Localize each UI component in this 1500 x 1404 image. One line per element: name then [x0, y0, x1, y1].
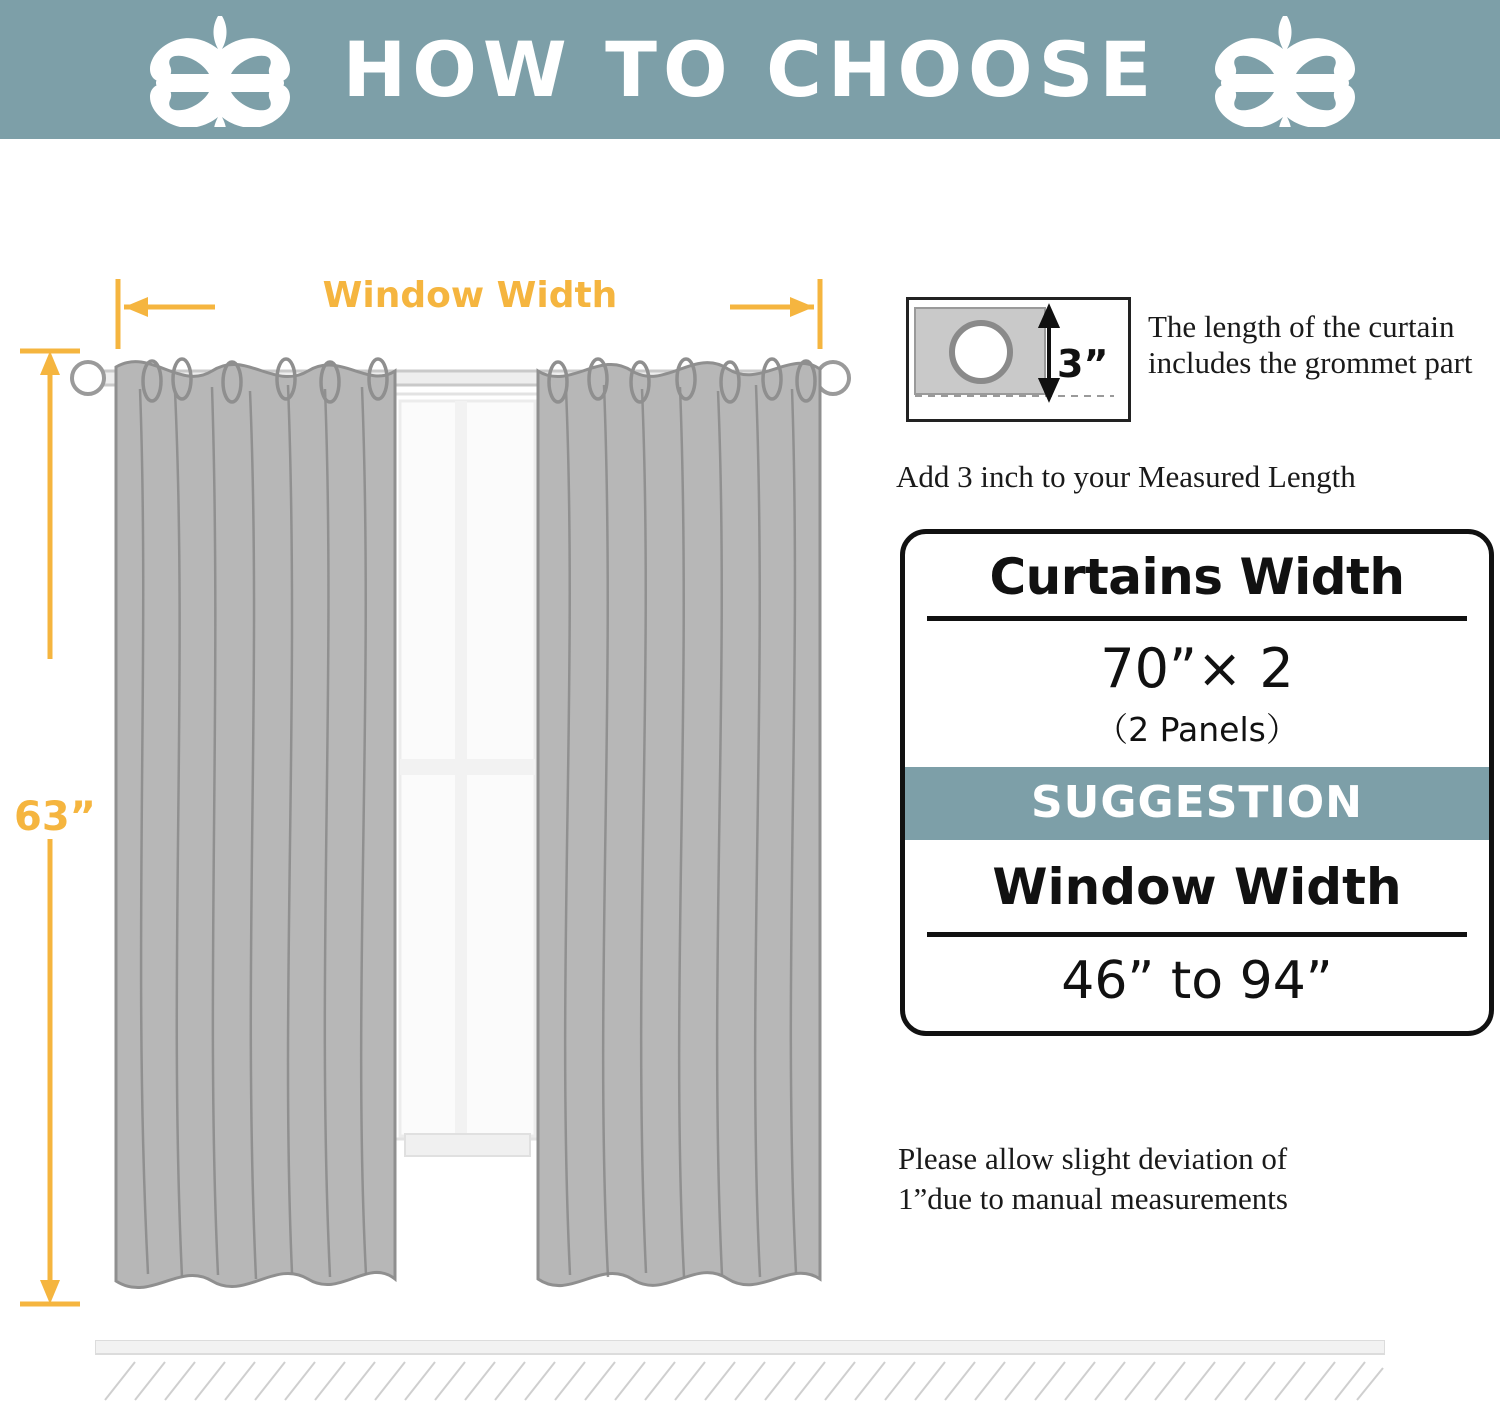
floor-hatching: [95, 1360, 1385, 1404]
grommet-subnote-text: Add 3 inch to your Measured Length: [896, 459, 1356, 494]
deviation-note-line1: Please allow slight deviation of: [898, 1141, 1288, 1176]
grommet-dimension-label: 3”: [1057, 342, 1109, 386]
deviation-note-line2: 1”due to manual measurements: [898, 1181, 1288, 1216]
deviation-note: [898, 1139, 1498, 1219]
illustration-svg: [0, 139, 880, 1404]
header-banner: [0, 0, 1500, 139]
floor-line: [95, 1340, 1385, 1362]
curtain-window-illustration: [0, 139, 880, 1404]
grommet-detail-box: [906, 297, 1131, 422]
fleur-de-lis-icon: [1195, 12, 1375, 127]
curtain-panel-left: [116, 359, 395, 1288]
curtains-width-panels: （2 Panels）: [1095, 710, 1299, 749]
info-column: [890, 139, 1500, 1404]
curtains-width-title: Curtains Width: [989, 548, 1405, 606]
suggestion-band: SUGGESTION: [905, 767, 1489, 840]
page-title: HOW TO CHOOSE: [342, 25, 1158, 114]
window-width-range: 46” to 94”: [1061, 951, 1333, 1011]
window-width-dimension-label: Window Width: [322, 275, 618, 316]
window-frame: [395, 394, 540, 1156]
suggestion-card: [900, 529, 1494, 1036]
grommet-note-text: The length of the curtain includes the grommet part: [1148, 309, 1473, 380]
fleur-de-lis-icon: [130, 12, 310, 127]
window-width-title: Window Width: [992, 858, 1402, 916]
curtain-length-dimension-label: 63”: [14, 794, 96, 840]
curtains-width-value: 70”× 2: [1100, 637, 1294, 700]
curtain-panel-right: [538, 359, 820, 1286]
